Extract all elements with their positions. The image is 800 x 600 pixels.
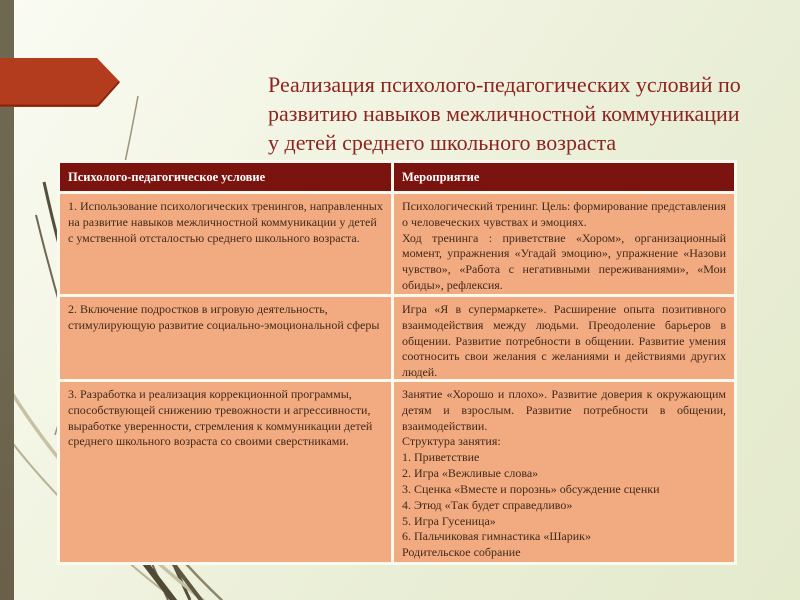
table-header-condition: Психолого-педагогическое условие bbox=[60, 163, 391, 191]
activity-paragraph: Психологический тренинг. Цель: формирование представления о человеческих чувствах и эмоциях. bbox=[402, 199, 726, 229]
condition-cell bbox=[60, 194, 391, 294]
activity-paragraph: Игра «Я в супермаркете». Расширение опыта позитивного взаимодействия между людьми. Преодоление барьеров в общении. Развитие потребности в общении. Развитие умения соотносить свои желания с желаниями и действиями других людей. bbox=[402, 302, 726, 379]
activity-paragraph: 4. Этюд «Так будет справедливо» bbox=[402, 497, 573, 512]
slide-title-line-1: Реализация психолого-педагогических условий по bbox=[268, 72, 741, 97]
table-header-activity: Мероприятие bbox=[394, 163, 734, 191]
activity-paragraph: 2. Игра «Вежливые слова» bbox=[402, 466, 539, 481]
slide-title-line-2: развитию навыков межличностной коммуникации bbox=[268, 101, 740, 126]
activity-cell bbox=[394, 382, 734, 562]
activity-paragraph: 3. Сценка «Вместе и порознь» обсуждение сценки bbox=[402, 481, 660, 496]
conditions-table bbox=[57, 160, 737, 565]
condition-cell bbox=[60, 382, 391, 562]
slide-title bbox=[268, 70, 778, 157]
activity-paragraph: Занятие «Хорошо и плохо». Развитие доверия к окружающим детям и взрослым. Развитие потребности в общении, взаимодействии. bbox=[402, 387, 726, 433]
activity-paragraph: 5. Игра Гусеница» bbox=[402, 513, 496, 528]
activity-paragraph: Структура занятия: bbox=[402, 434, 501, 449]
condition-cell bbox=[60, 297, 391, 379]
activity-cell bbox=[394, 297, 734, 379]
red-arrow-decoration bbox=[0, 0, 130, 115]
condition-paragraph: 1. Использование психологических тренингов, направленных на развитие навыков межличностной коммуникации у детей с умственной отсталостью среднего школьного возраста. bbox=[68, 199, 383, 245]
activity-cell bbox=[394, 194, 734, 294]
activity-paragraph: Родительское собрание bbox=[402, 545, 521, 560]
activity-paragraph: 1. Приветствие bbox=[402, 450, 480, 465]
slide-title-line-3: у детей среднего школьного возраста bbox=[268, 130, 617, 155]
activity-paragraph: Ход тренинга : приветствие «Хором», организационный момент, упражнения «Угадай эмоцию», упражнение «Назови чувство», «Работа с негативными переживаниями», «Мои обиды», рефлексия. bbox=[402, 230, 726, 293]
condition-paragraph: 3. Разработка и реализация коррекционной программы, способствующей снижению тревожности и агрессивности, выработке уверенности, стремления к коммуникации детей среднего школьного возраста со своими сверстниками. bbox=[68, 387, 373, 449]
condition-paragraph: 2. Включение подростков в игровую деятельность, стимулирующую развитие социально-эмоциональной сферы bbox=[68, 302, 380, 332]
activity-paragraph: 6. Пальчиковая гимнастика «Шарик» bbox=[402, 529, 592, 544]
